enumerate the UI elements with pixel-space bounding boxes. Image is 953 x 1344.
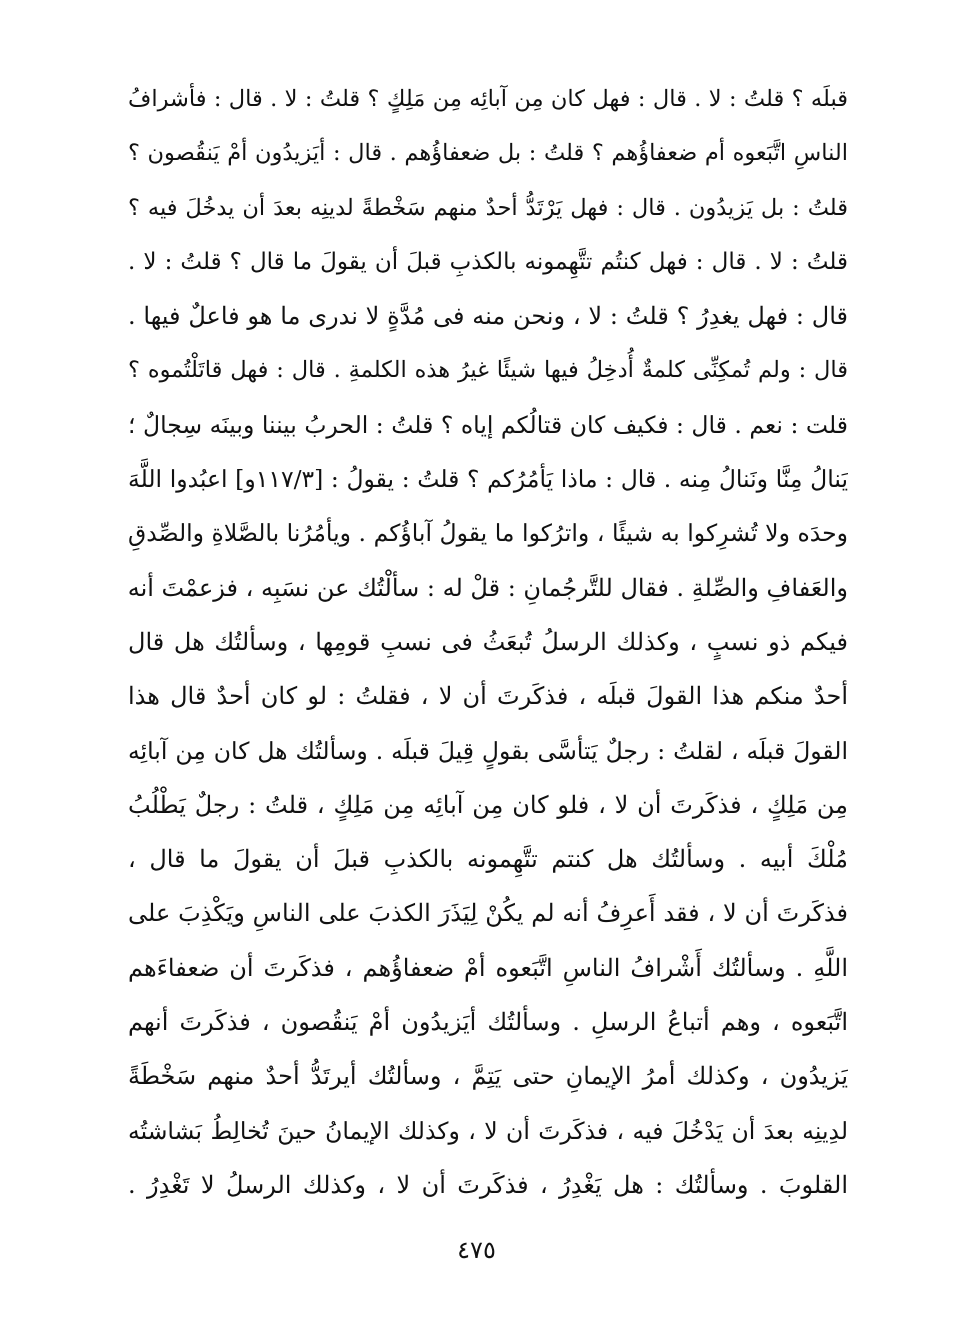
text-line: مِن مَلِكٍ ، فذكَرتَ أن لا ، فلو كان مِن آبائِه مِن مَلِكٍ ، قلتُ : رجلٌ يَطْلُبُ xyxy=(128,790,848,819)
text-line: قلتُ : لا . قال : فهل كنتُم تتَّهِمونه بالكذبِ قبلَ أن يقولَ ما قال ؟ قلتُ : لا . xyxy=(128,248,848,275)
text-line: قال : ولم تُمكِنِّى كلمةٌ أُدخِلُ فيها شيئًا غيرُ هذه الكلمةِ . قال : فهل قاتَلْتُموه ؟ xyxy=(128,357,848,384)
text-line: قلت : نعم . قال : فكيف كان قتالُكم إياه ؟ قلتُ : الحربُ بيننا وبينَه سِجالٌ ؛ xyxy=(128,410,848,439)
text-line: قبلَه ؟ قلتُ : لا . قال : فهل كان مِن آبائِه مِن مَلِكٍ ؟ قلتُ : لا . قال : فأشرافُ xyxy=(128,86,848,112)
text-line: القلوبَ . وسألتُك : هل يَغْدِرُ ، فذكَرتَ أن لا ، وكذلك الرسلُ لا تَغْدِرُ . xyxy=(128,1170,848,1199)
text-line: مُلْكَ أبيه . وسألتُك هل كنتم تتَّهِمونه بالكذبِ قبلَ أن يقولَ ما قال ، xyxy=(128,845,848,874)
text-line: قلتُ : بل يَزيدُون . قال : فهل يَرْتَدُّ أحدٌ منهم سَخْطةً لدينِه بعدَ أن يدخُلَ فيه ؟ xyxy=(128,194,848,221)
text-line: والعَفافِ والصِّلةِ . فقال للتَّرجُمانِ : قلْ له : سألْتُك عن نسَبِه ، فزعمْتَ أنه xyxy=(128,573,848,602)
text-line: اتَّبَعوه ، وهم أتباعُ الرسلِ . وسألتُك أيَزيدُون أمْ يَنقُصون ، فذكَرتَ أنهم xyxy=(128,1008,848,1037)
text-line: اللَّهِ . وسألتُك أَشْرافُ الناسِ اتَّبَعوه أمْ ضعفاؤُهم ، فذكَرتَ أن ضعفاءَهم xyxy=(128,953,848,982)
text-line: لدِينِه بعدَ أن يَدْخُلَ فيه ، فذكَرتَ أن لا ، وكذلك الإيمانُ حينَ تُخالِطُ بَشاشتُه xyxy=(128,1116,848,1145)
page-number: ٤٧٥ xyxy=(457,1236,496,1264)
text-line: يَزيدُون ، وكذلك أمرُ الإيمانِ حتى يَتِمَّ ، وسألتُك أيرتَدُّ أحدٌ منهم سَخْطَةً xyxy=(128,1062,848,1091)
text-line: يَنالُ مِنَّا ونَنالُ مِنه . قال : ماذا يَأمُرُكم ؟ قلتُ : يقولُ : [١١٧/٣و] اعبُدوا اللَّهَ xyxy=(128,465,848,494)
text-line: فيكم ذو نسبٍ ، وكذلك الرسلُ تُبعَثُ فى نسبِ قومِها ، وسألتُك هل قال xyxy=(128,627,848,656)
text-line: قال : فهل يغدِرُ ؟ قلتُ : لا ، ونحن منه فى مُدَّةٍ لا ندرى ما هو فاعلٌ فيها . xyxy=(128,302,848,331)
body-text xyxy=(128,72,848,1212)
text-line: الناسِ اتَّبَعوه أم ضعفاؤُهم ؟ قلتُ : بل ضعفاؤُهم . قال : أيَزيدُون أمْ يَنقُصون ؟ xyxy=(128,140,848,167)
text-line: القولَ قبلَه ، لقلتُ : رجلٌ يَتأسَّى بقولٍ قِيلَ قبلَه . وسألتُك هل كان مِن آبائِه xyxy=(128,736,848,765)
text-line: فذكَرتَ أن لا ، فقد أَعرِفُ أنه لم يكُنْ لِيَذَرَ الكذبَ على الناسِ ويَكْذِبَ على xyxy=(128,899,848,928)
text-line: أحدٌ منكم هذا القولَ قبلَه ، فذكَرتَ أن لا ، فقلتُ : لو كان أحدٌ قال هذا xyxy=(128,682,848,711)
text-line: وحدَه ولا تُشرِكوا به شيئًا ، واترُكوا ما يقولُ آباؤُكم . ويأمُرُنا بالصَّلاةِ والصِّدقِ xyxy=(128,519,848,548)
